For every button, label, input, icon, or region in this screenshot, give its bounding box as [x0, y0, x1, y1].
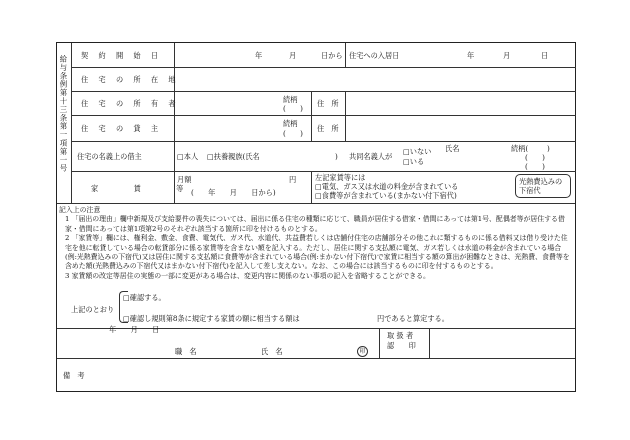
- co-holder-relation-1: 続柄(: [511, 144, 529, 153]
- rent-from-date: ( 年 月 日から): [191, 188, 276, 197]
- notes-section: [59, 206, 573, 281]
- owner-relation-paren: ( ): [283, 104, 303, 113]
- utilities-box-text: 光熱費込みの下宿代: [519, 177, 563, 195]
- meals-checkbox[interactable]: □食費等が含まれている(まかない付下宿代): [315, 191, 457, 200]
- name-holder-label: 住宅の名義上の借主: [77, 152, 142, 161]
- note-1: 1 「届出の理由」欄中新規及び支給要件の喪失については、届出に係る住宅の種類に応じて、職員が居住する借家・借間にあっては第1号、配偶者等が居住する借家・借間にあっては第1項第2号のそれぞれ該当する箇所に印を付けるものとする。: [65, 215, 565, 233]
- co-holder-none[interactable]: □いない: [403, 147, 432, 156]
- utilities-checkbox[interactable]: □電気、ガス又は水道の料金が含まれている: [315, 182, 459, 191]
- owner-relation: 続柄: [283, 95, 298, 104]
- residence-year: 年: [467, 51, 475, 60]
- residence-start-label: 住宅への入居日: [349, 51, 400, 60]
- co-holder-name-label: 氏名: [445, 144, 460, 153]
- owner-label: 住 宅 の 所 有 者: [81, 99, 180, 108]
- confirm-label: 上記のとおり: [71, 305, 115, 314]
- approve-label: 認 印: [387, 341, 416, 350]
- name-label: 氏 名: [261, 347, 283, 356]
- residence-day: 日: [541, 51, 549, 60]
- lessor-relation-paren: ( ): [283, 129, 303, 138]
- co-holder-paren-2: ( ): [525, 153, 545, 162]
- contract-year: 年: [255, 51, 263, 60]
- lessor-label: 住 宅 の 貸 主: [81, 124, 163, 133]
- yen-label: 円: [289, 175, 297, 184]
- co-holder-exists[interactable]: □いる: [403, 157, 425, 166]
- confirm-option-1[interactable]: □確認する。: [123, 293, 166, 302]
- allowance-form: [56, 42, 576, 392]
- remarks-label: 備 考: [63, 371, 85, 380]
- rent-includes-label: 左記家賃等には: [315, 173, 366, 182]
- dependent-close-paren: ): [335, 152, 338, 161]
- contract-month: 月: [289, 51, 297, 60]
- contract-start-label: 契 約 開 始 日: [81, 51, 163, 60]
- co-holder-close-1: ): [547, 144, 550, 153]
- location-label: 住 宅 の 所 在 地: [81, 75, 180, 84]
- residence-month: 月: [503, 51, 511, 60]
- co-holder-label: 共同名義人が: [349, 152, 393, 161]
- monthly-label: 月額: [177, 175, 192, 184]
- owner-address-label: 住 所: [317, 99, 339, 108]
- post-label: 職 名: [175, 347, 197, 356]
- confirm-option-2[interactable]: □確認し規則第8条に規定する家賃の額に相当する額は: [123, 314, 300, 323]
- co-holder-paren-3: ( ): [525, 162, 545, 171]
- notes-title: 記入上の注意: [59, 206, 101, 214]
- side-label: 給与条例第十三条第一項第一号: [59, 55, 68, 173]
- seal-mark: 印: [357, 346, 368, 357]
- note-3: 3 家賃額の改定等居住の実態の一部に変更がある場合は、変更内容に関係のない事項の記入を省略することができる。: [65, 271, 430, 280]
- note-2: 2 「家賃等」欄には、権利金、敷金、食費、電気代、ガス代、水道代、共益費若しくは店舗付住宅の店舗部分その他これに類するものに係る借料又は借り受けた住宅を他に転貸している場合の転貸部分に係る家賃等を含まない額を記入する。ただし、居住に関する支払額に電気、ガス若しくは水道の料金が含まれている場合(例:光熱費込みの下宿代)又は居住に関する支払額に食費等が含まれている場合(例:まかない付下宿代)で家賃に相当する額の算出が困難なときは、光熱費、食費等を含めた額(光熱費込みの下宿代又はまかない付下宿代)を記入して差し支えない。なお、この場合には該当するものに印を付するものとする。: [65, 234, 570, 271]
- confirm-date: 年 月 日: [109, 325, 160, 334]
- contract-from: 日から: [321, 51, 343, 60]
- confirm-option-2-tail: 円であると算定する。: [377, 314, 449, 323]
- rent-label: 家 賃 等: [91, 184, 191, 193]
- handler-label: 取 扱 者: [387, 331, 414, 340]
- lessor-relation: 続柄: [283, 119, 298, 128]
- dependent-checkbox[interactable]: □扶養親族(氏名: [207, 152, 260, 161]
- self-checkbox[interactable]: □本人: [177, 152, 199, 161]
- lessor-address-label: 住 所: [317, 124, 339, 133]
